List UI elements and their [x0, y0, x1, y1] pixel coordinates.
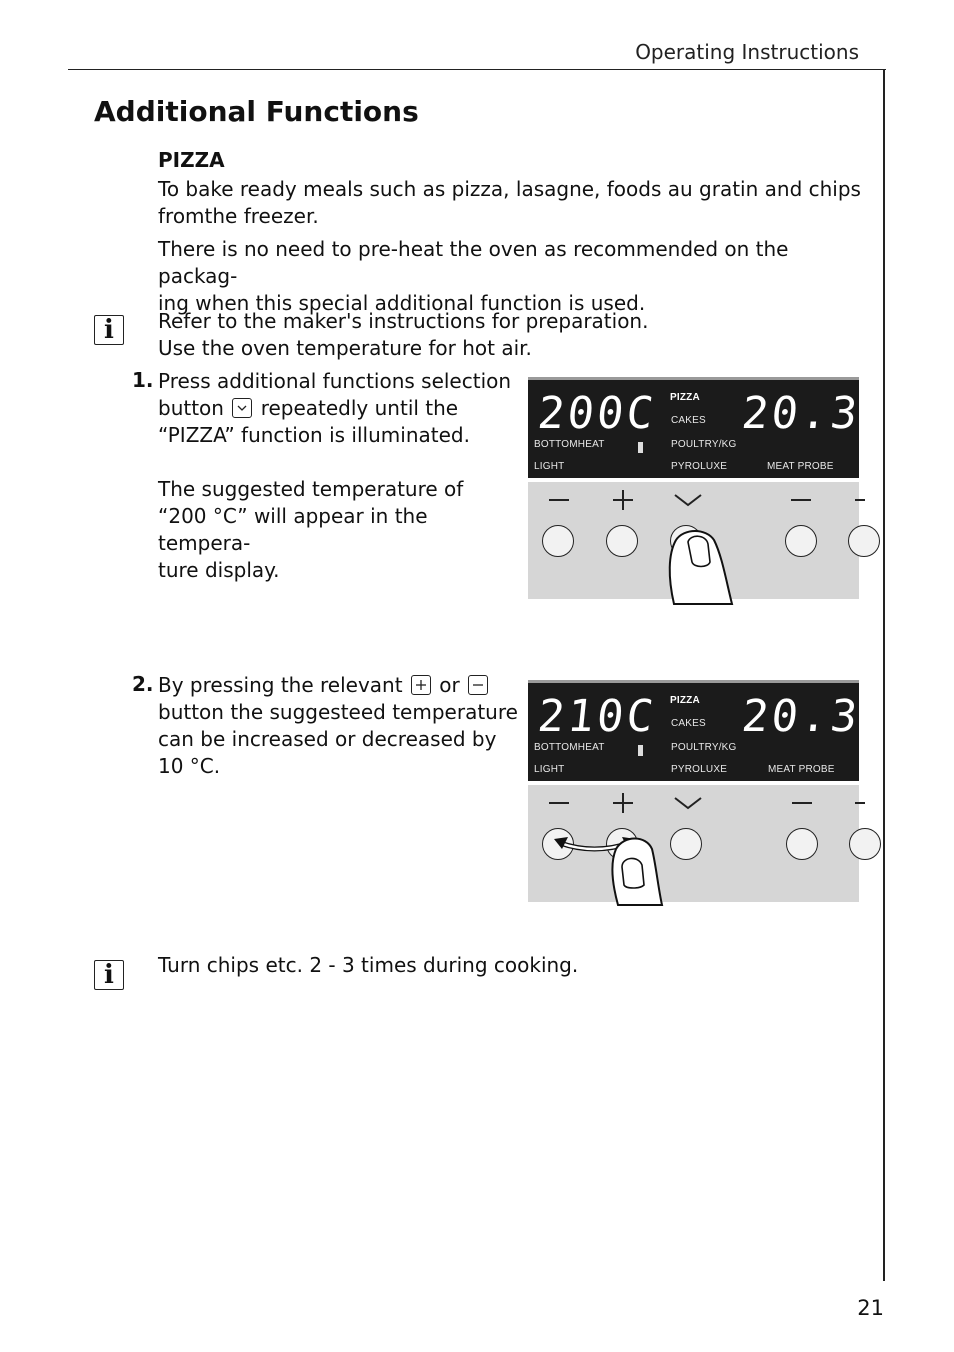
label-pyroluxe: PYROLUXE [671, 764, 728, 775]
header-section-label: Operating Instructions [635, 40, 859, 64]
oven-plus-button-2 [848, 525, 880, 557]
info-icon: i [94, 960, 124, 990]
finger-press-icon [666, 518, 738, 608]
info-note-1 [158, 308, 863, 362]
pizza-para2-line1: There is no need to pre-heat the oven as recommended on the packag- [158, 237, 789, 288]
page-title: Additional Functions [94, 95, 419, 128]
indicator-bar [638, 745, 643, 756]
oven-minus-button-2 [785, 525, 817, 557]
label-poultry: POULTRY/KG [671, 742, 737, 753]
label-poultry: POULTRY/KG [671, 439, 737, 450]
step-2-number: 2. [132, 672, 154, 696]
step2-line1-mid: or [439, 673, 460, 697]
temperature-display: 210C [535, 691, 659, 742]
label-meat-probe: MEAT PROBE [768, 764, 835, 775]
oven-plus-button-2 [849, 828, 881, 860]
label-light: LIGHT [534, 461, 565, 472]
step1-line2-post: repeatedly until the [260, 396, 459, 420]
oven-display [528, 377, 893, 478]
minus-icon [547, 791, 571, 815]
step1-line1: Press additional functions selection [158, 369, 512, 393]
pizza-para1-line2: fromthe freezer. [158, 204, 319, 228]
label-light: LIGHT [534, 764, 565, 775]
oven-button-row [528, 478, 859, 599]
pizza-paragraph-2 [158, 236, 863, 317]
oven-panel-illustration-2 [528, 680, 893, 902]
info-note-2: Turn chips etc. 2 - 3 times during cooking. [158, 953, 579, 977]
step-1-text [158, 368, 518, 584]
pizza-heading: PIZZA [158, 148, 225, 172]
step2-line1-pre: By pressing the relevant [158, 673, 403, 697]
plus-icon [611, 791, 635, 815]
minus-icon [790, 791, 814, 815]
plus-key-icon [411, 675, 431, 695]
header-rule [68, 69, 886, 70]
label-pizza: PIZZA [670, 392, 700, 403]
step2-line3: can be increased or decreased by [158, 727, 497, 751]
selection-down-key-icon [232, 398, 252, 418]
info1-line2: Use the oven temperature for hot air. [158, 336, 532, 360]
time-display: 20.35 [739, 691, 893, 742]
label-bottom-heat: BOTTOMHEAT [534, 439, 605, 450]
finger-press-icon [604, 827, 666, 907]
step1-line2-pre: button [158, 396, 224, 420]
step2-line2: button the suggesteed temperature [158, 700, 518, 724]
step-1-number: 1. [132, 368, 154, 392]
oven-select-button [670, 828, 702, 860]
label-pyroluxe: PYROLUXE [671, 461, 728, 472]
chevron-down-icon [673, 488, 703, 512]
minus-icon [789, 488, 813, 512]
step1-line3: “PIZZA” function is illuminated. [158, 423, 470, 447]
oven-minus-button [542, 525, 574, 557]
oven-display [528, 680, 893, 781]
oven-minus-button-2 [786, 828, 818, 860]
label-cakes: CAKES [671, 415, 706, 426]
pizza-para2-line2: ing when this special additional function is used. [158, 291, 646, 315]
info-icon: i [94, 315, 124, 345]
oven-panel-illustration-1 [528, 377, 893, 599]
step1-line6: ture display. [158, 558, 280, 582]
plus-icon [853, 488, 865, 512]
label-bottom-heat: BOTTOMHEAT [534, 742, 605, 753]
pizza-paragraph-1 [158, 176, 863, 230]
step2-line4: 10 °C. [158, 754, 221, 778]
step-2-text [158, 672, 518, 780]
plus-icon [611, 488, 635, 512]
minus-icon [547, 488, 571, 512]
oven-button-row [528, 781, 859, 902]
pizza-para1-line1: To bake ready meals such as pizza, lasagne, foods au gratin and chips [158, 177, 861, 201]
step1-line2 [158, 395, 518, 422]
step2-line1 [158, 672, 518, 699]
right-margin-rule [883, 69, 885, 1281]
plus-icon [853, 791, 865, 815]
temperature-display: 200C [535, 388, 659, 439]
minus-key-icon [468, 675, 488, 695]
step1-spacer [158, 449, 518, 476]
label-meat-probe: MEAT PROBE [767, 461, 834, 472]
step1-line4: The suggested temperature of [158, 477, 464, 501]
time-display: 20.35 [739, 388, 893, 439]
oven-plus-button [606, 525, 638, 557]
page-number: 21 [857, 1296, 884, 1320]
label-cakes: CAKES [671, 718, 706, 729]
indicator-bar [638, 442, 643, 453]
step1-line5: “200 °C” will appear in the tempera- [158, 504, 428, 555]
info1-line1: Refer to the maker's instructions for preparation. [158, 309, 649, 333]
label-pizza: PIZZA [670, 695, 700, 706]
chevron-down-icon [673, 791, 703, 815]
